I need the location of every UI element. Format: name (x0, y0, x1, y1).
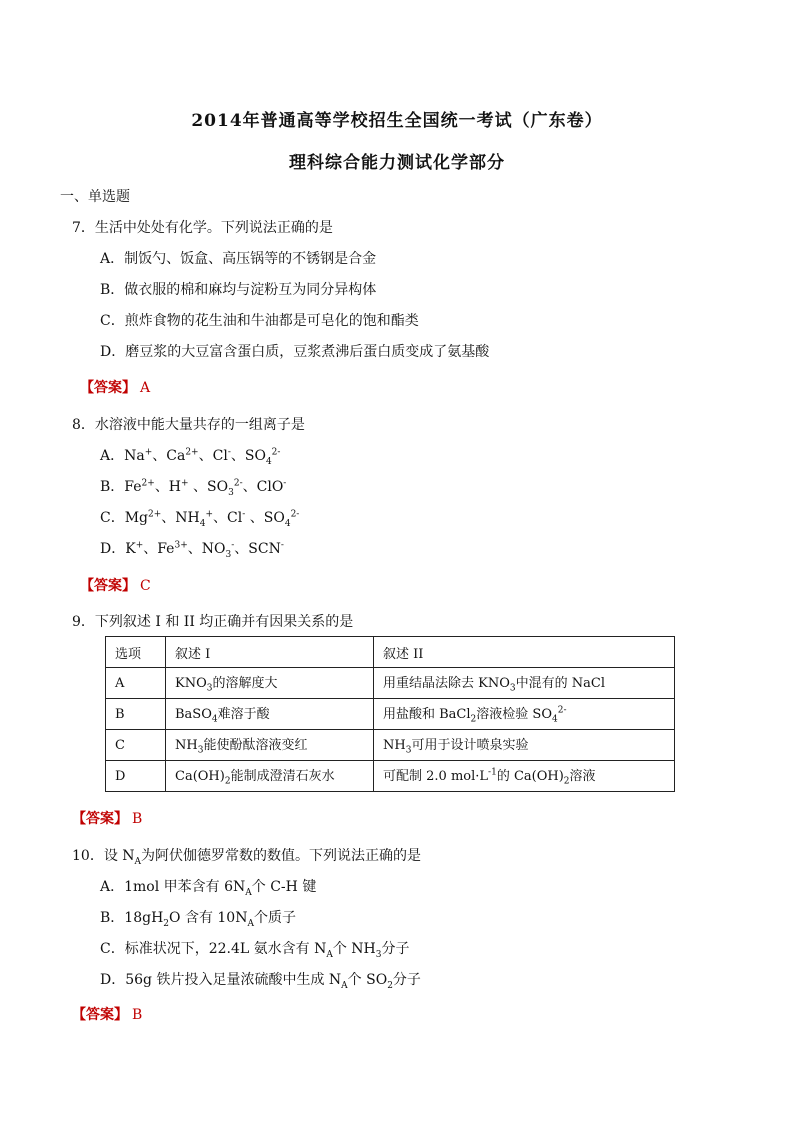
answer-value: B (132, 1007, 143, 1023)
table-cell: B (106, 699, 166, 730)
table-row (106, 668, 675, 699)
q7-option-d: D．磨豆浆的大豆富含蛋白质，豆浆煮沸后蛋白质变成了氨基酸 (100, 344, 490, 360)
answer-tag: 【答案】 (80, 380, 136, 396)
table-cell: $KNO_3$的溶解度大 (166, 668, 374, 699)
table-cell: 用盐酸和 BaCl$_2$溶液检验 $SO_4^{2-}$ (374, 699, 675, 730)
q9-table (105, 636, 675, 792)
q8-option-a: A．Na+、$Ca^{2+}$、Cl-、$SO_4^{2-}$ (100, 447, 281, 467)
q10-stem: 10．设 $N_A$为阿伏伽德罗常数的数值。下列说法正确的是 (72, 848, 422, 867)
exam-title: 2014年普通高等学校招生全国统一考试（广东卷） (191, 111, 603, 131)
q9-answer (72, 808, 142, 828)
q8-option-c: C．$Mg^{2+}$、$NH_4^+$、Cl- 、$SO_4^{2-}$ (100, 509, 300, 529)
answer-value: B (132, 811, 143, 827)
table-cell: C (106, 730, 166, 761)
q7-option-b: B．做衣服的棉和麻均与淀粉互为同分异构体 (100, 282, 377, 298)
q10-option-c: C．标准状况下，22.4L 氨水含有 $N_A$个 $NH_3$分子 (100, 941, 410, 960)
q8-answer (80, 575, 151, 595)
table-header-cell: 叙述 I (166, 637, 374, 668)
table-row (106, 761, 675, 792)
answer-value: A (140, 380, 151, 396)
table-row (106, 699, 675, 730)
answer-tag: 【答案】 (72, 1007, 128, 1023)
q8-option-b: B．$Fe^{2+}$、H+ 、$SO_3^{2-}$、ClO- (100, 478, 287, 498)
q10-option-a: A．1mol 甲苯含有 $6N_A$个 C-H 键 (100, 879, 317, 898)
table-header-row (106, 637, 675, 668)
table-row (106, 730, 675, 761)
table-header-cell: 叙述 II (374, 637, 675, 668)
q8-stem: 8．水溶液中能大量共存的一组离子是 (72, 417, 305, 433)
q8-option-d: D．K+、$Fe^{3+}$、$NO_3^-$、SCN- (100, 540, 284, 560)
exam-subtitle: 理科综合能力测试化学部分 (289, 153, 505, 173)
q10-option-b: B．$18gH_2O$ 含有 $10N_A$个质子 (100, 910, 296, 929)
q10-option-d: D．56g 铁片投入足量浓硫酸中生成 $N_A$个 $SO_2$分子 (100, 972, 421, 991)
table-cell: 用重结晶法除去 $KNO_3$中混有的 NaCl (374, 668, 675, 699)
table-cell: BaSO$_4$难溶于酸 (166, 699, 374, 730)
section-heading: 一、单选题 (60, 189, 130, 205)
q9-stem: 9．下列叙述 I 和 II 均正确并有因果关系的是 (72, 614, 354, 630)
table-cell: $NH_3$能使酚酞溶液变红 (166, 730, 374, 761)
table-cell: $NH_3$可用于设计喷泉实验 (374, 730, 675, 761)
table-cell: D (106, 761, 166, 792)
q7-option-c: C．煎炸食物的花生油和牛油都是可皂化的饱和酯类 (100, 313, 419, 329)
answer-tag: 【答案】 (72, 811, 128, 827)
answer-value: C (140, 578, 151, 594)
table-header-cell: 选项 (106, 637, 166, 668)
q7-option-a: A．制饭勺、饭盒、高压锅等的不锈钢是合金 (100, 251, 377, 267)
table-cell: A (106, 668, 166, 699)
q10-answer (72, 1004, 142, 1024)
q7-answer (80, 377, 150, 397)
table-cell: 可配制 2.0 $mol\cdot L^{-1}$的 $Ca(OH)_2$溶液 (374, 761, 675, 792)
q7-stem: 7．生活中处处有化学。下列说法正确的是 (72, 220, 333, 236)
table-cell: $Ca(OH)_2$能制成澄清石灰水 (166, 761, 374, 792)
answer-tag: 【答案】 (80, 578, 136, 594)
